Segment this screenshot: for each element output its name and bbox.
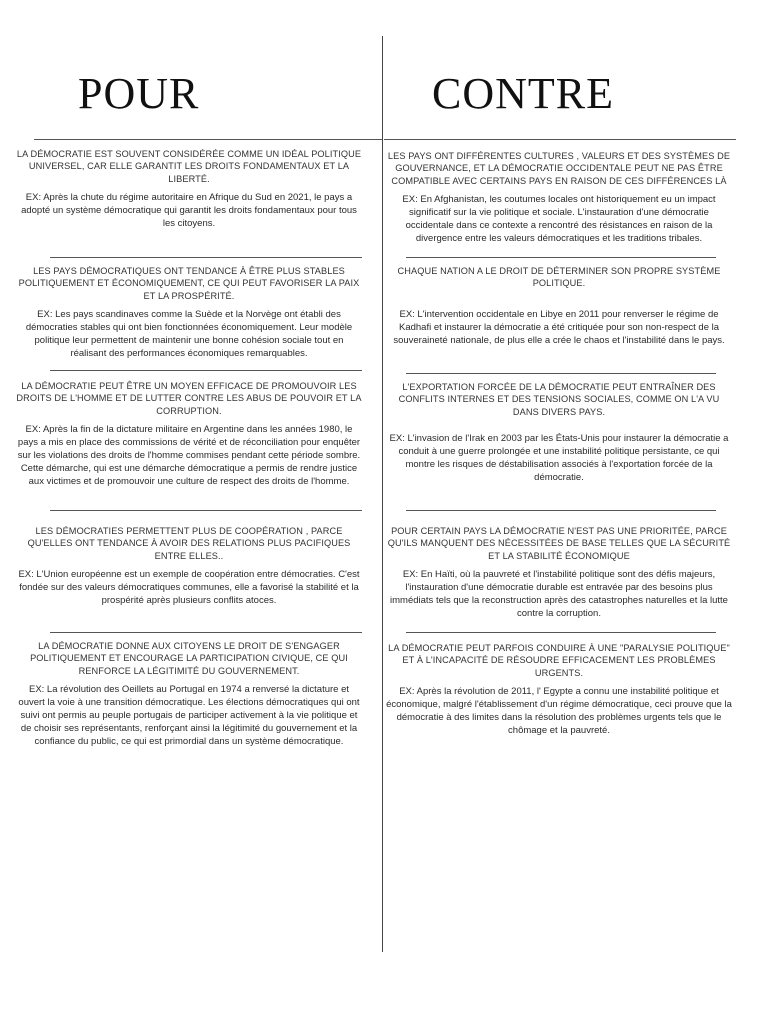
- argument-heading: CHAQUE NATION A LE DROIT DE DÉTERMINER SON PROPRE SYSTÈME POLITIQUE.: [397, 266, 721, 289]
- section-divider: [50, 632, 362, 633]
- argument-heading: POUR CERTAIN PAYS LA DÉMOCRATIE N'EST PAS UNE PRIORITÉE, PARCE QU'ILS MANQUENT DES NÉCESSITÉES DE BASE TELLES QUE LA SÉCURITÉ ET LA STABILITÉ ÉCONOMIQUE: [387, 526, 731, 561]
- contre-argument-1: [386, 150, 732, 245]
- contre-argument-4: [386, 525, 732, 620]
- argument-example: EX: Après la fin de la dictature militaire en Argentine dans les années 1980, le pays a mis en place des commissions de vérité et de réconciliation pour enquêter sur les violations des droits de l'homme commises pendant cette période sombre. Cette démarche, qui est une démarche démocratique a permis de rendre justice aux victimes et de promouvoir une culture de respect des droits de l'homme.: [17, 424, 361, 488]
- section-divider: [406, 373, 716, 374]
- contre-argument-5: [386, 642, 732, 737]
- pour-argument-1: [16, 148, 362, 230]
- contre-argument-2: [386, 265, 732, 347]
- section-divider: [50, 370, 362, 371]
- center-divider: [382, 36, 383, 952]
- argument-example: EX: L'Union européenne est un exemple de coopération entre démocraties. C'est fondée sur des valeurs démocratiques communes, elle a favorisé la stabilité et la prospérité après plusieurs conflits atoces.: [18, 569, 360, 607]
- argument-example: EX: En Haïti, où la pauvreté et l'instabilité politique sont des défis majeurs, l'instauration d'une démocratie durable est entravée par des besoins plus immédiats tels que la reconstruction après des catastrophes naturelles et la lutte contre la corruption.: [390, 569, 728, 620]
- pour-argument-3: [16, 380, 362, 488]
- argument-example: EX: Après la chute du régime autoritaire en Afrique du Sud en 2021, le pays a adopté un système démocratique qui garantit les droits fondamentaux pour tous les citoyens.: [21, 192, 357, 230]
- section-divider: [406, 632, 716, 633]
- argument-example: EX: Après la révolution de 2011, l' Egypte a connu une instabilité politique et économique, malgré l'établissement d'un régime démocratique, ceci prouve que la démocratie à des limites dans la résolution des problèmes urgents tels que le chômage et la pauvreté.: [386, 686, 732, 737]
- section-divider: [406, 510, 716, 511]
- section-divider: [50, 510, 362, 511]
- argument-heading: LA DÉMOCRATIE PEUT ÊTRE UN MOYEN EFFICACE DE PROMOUVOIR LES DROITS DE L'HOMME ET DE LUTTER CONTRE LES ABUS DE POUVOIR ET LA CORRUPTION.: [16, 381, 362, 416]
- argument-example: EX: En Afghanistan, les coutumes locales ont historiquement eu un impact significatif sur la vie politique et sociale. L'instauration d'une démocratie occidentale dans ce contexte a rencontré des résistances en raison de la divergence entre les valeurs démocratiques et les traditions tribales.: [402, 194, 716, 245]
- argument-example: EX: L'intervention occidentale en Libye en 2011 pour renverser le régime de Kadhafi et instaurer la démocratie a été critiquée pour son non-respect de la souveraineté nationale, de plus elle a crée le chaos et l'instabilité dans le pays.: [393, 308, 725, 346]
- argument-heading: L'EXPORTATION FORCÉE DE LA DÉMOCRATIE PEUT ENTRAÎNER DES CONFLITS INTERNES ET DES TENSIONS SOCIALES, COMME ON L'A VU DANS DIVERS PAYS.: [398, 382, 720, 417]
- argument-heading: LA DÉMOCRATIE DONNE AUX CITOYENS LE DROIT DE S'ENGAGER POLITIQUEMENT ET ENCOURAGE LA PARTICIPATION CIVIQUE, CE QUI RENFORCE LA LÉGITIMITÉ DU GOUVERNEMENT.: [30, 641, 348, 676]
- pour-title: POUR: [78, 69, 200, 118]
- top-rule-contre: [384, 139, 736, 140]
- argument-example: EX: Les pays scandinaves comme la Suède et la Norvège ont établi des démocraties stables qui ont bien fonctionnées économiquement. Leur modèle politique leur permettent de maintenir une bonne cohésion sociale tout en réalisant des performances économiques remarquables.: [25, 309, 353, 360]
- contre-title: CONTRE: [432, 69, 614, 118]
- argument-heading: LES PAYS ONT DIFFÉRENTES CULTURES , VALEURS ET DES SYSTÈMES DE GOUVERNANCE, ET LA DÉMOCRATIE OCCIDENTALE PEUT NE PAS ÊTRE COMPATIBLE AVEC CERTAINS PAYS EN RAISON DE CES DIFFÉRENCES LÀ: [387, 151, 731, 186]
- pour-argument-5: [16, 640, 362, 748]
- section-divider: [406, 257, 716, 258]
- argument-example: EX: L'invasion de l'Irak en 2003 par les États-Unis pour instaurer la démocratie a conduit à une guerre prolongée et une instabilité politique persistante, ce qui montre les risques de déstabilisation associés à l'exportation forcée de la démocratie.: [389, 433, 729, 484]
- argument-heading: LA DÉMOCRATIE PEUT PARFOIS CONDUIRE À UNE "PARALYSIE POLITIQUE" ET À L'INCAPACITÉ DE RÉSOUDRE EFFICACEMENT LES PROBLÈMES URGENTS.: [388, 643, 730, 678]
- argument-heading: LA DÉMOCRATIE EST SOUVENT CONSIDÉRÉE COMME UN IDÉAL POLITIQUE UNIVERSEL, CAR ELLE GARANTIT LES DROITS FONDAMENTAUX ET LA LIBERTÉ.: [16, 149, 362, 184]
- contre-argument-3: [386, 381, 732, 484]
- argument-heading: LES PAYS DÉMOCRATIQUES ONT TENDANCE À ÊTRE PLUS STABLES POLITIQUEMENT ET ÉCONOMIQUEMENT, CE QUI PEUT FAVORISER LA PAIX ET LA PROSPÉRITÉ.: [18, 266, 360, 301]
- pour-argument-4: [16, 525, 362, 607]
- pour-argument-2: [16, 265, 362, 360]
- section-divider: [50, 257, 362, 258]
- argument-heading: LES DÉMOCRATIES PERMETTENT PLUS DE COOPÉRATION , PARCE QU'ELLES ONT TENDANCE À AVOIR DES RELATIONS PLUS PACIFIQUES ENTRE ELLES..: [27, 526, 351, 561]
- top-rule-pour: [34, 139, 382, 140]
- argument-example: EX: La révolution des Oeillets au Portugal en 1974 a renversé la dictature et ouvert la voie à une transition démocratique. Les élections démocratiques qui ont suivi ont permis au peuple portugais de participer activement à la vie politique et de choisir ses représentants, renforçant ainsi la légitimité du gouvernement et la confiance du public, ce qui est primordial dans un système démocratique.: [18, 684, 360, 748]
